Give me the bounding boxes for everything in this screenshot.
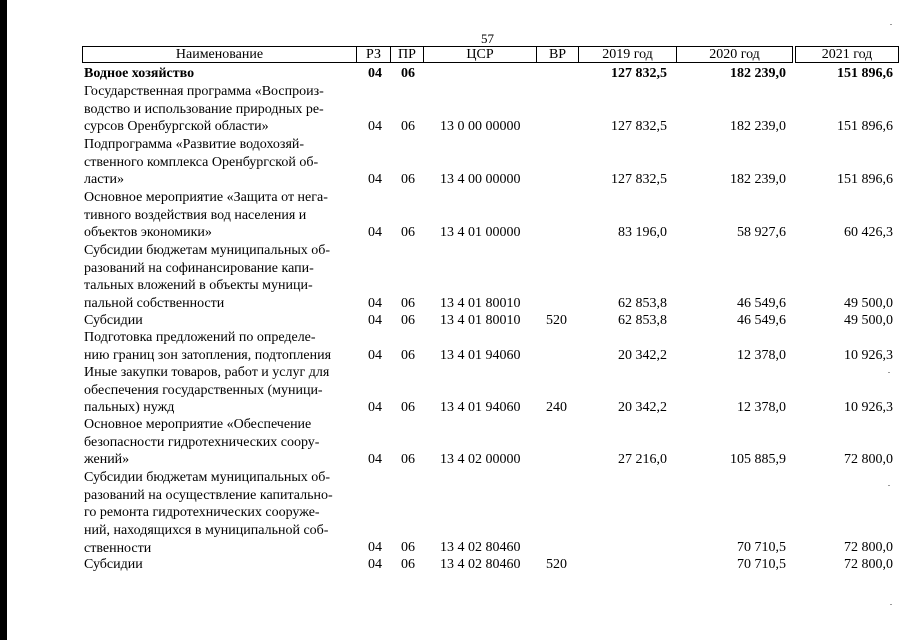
row-name: Основное мероприятие «Обеспечение безопасности гидротехнических соору- жений» xyxy=(84,417,320,468)
row-rz: 04 xyxy=(368,66,382,81)
row-2021: 60 426,3 xyxy=(844,225,893,240)
row-2021: 151 896,6 xyxy=(837,119,893,134)
row-2021: 72 800,0 xyxy=(844,452,893,467)
row-name: Субсидии бюджетам муниципальных об- разований на софинансирование капи- тальных вложений в объекты муници- пальной собственности xyxy=(84,243,331,312)
row-2019: 127 832,5 xyxy=(611,172,667,187)
row-2019: 62 853,8 xyxy=(618,313,667,328)
row-pr: 06 xyxy=(401,557,415,572)
row-csr: 13 4 02 80460 xyxy=(440,557,521,572)
row-name: Субсидии бюджетам муниципальных об- разований на осуществление капитально- го ремонта гидротехнических сооруже- ний, находящихся в муниципальной соб- ственности xyxy=(84,470,333,556)
row-name: Субсидии xyxy=(84,557,143,572)
header-name: Наименование xyxy=(82,46,357,63)
row-vr: 520 xyxy=(546,557,567,572)
row-name: Иные закупки товаров, работ и услуг для обеспечения государственных (муници- пальных) нужд xyxy=(84,365,330,416)
row-2019: 27 216,0 xyxy=(618,452,667,467)
row-2021: 10 926,3 xyxy=(844,348,893,363)
row-2020: 12 378,0 xyxy=(737,348,786,363)
row-2019: 62 853,8 xyxy=(618,296,667,311)
row-csr: 13 4 01 94060 xyxy=(440,348,521,363)
header-2020: 2020 год xyxy=(677,46,793,63)
row-rz: 04 xyxy=(368,296,382,311)
row-name: Водное хозяйство xyxy=(84,66,195,81)
row-2020: 105 885,9 xyxy=(730,452,786,467)
row-2020: 70 710,5 xyxy=(737,540,786,555)
row-rz: 04 xyxy=(368,452,382,467)
row-2021: 49 500,0 xyxy=(844,313,893,328)
row-2020: 46 549,6 xyxy=(737,313,786,328)
scan-speck xyxy=(890,604,892,605)
row-pr: 06 xyxy=(401,540,415,555)
row-2020: 182 239,0 xyxy=(730,119,786,134)
row-csr: 13 4 01 80010 xyxy=(440,296,521,311)
row-2019: 127 832,5 xyxy=(611,66,667,81)
row-2021: 72 800,0 xyxy=(844,557,893,572)
row-2019: 20 342,2 xyxy=(618,400,667,415)
header-pr: ПР xyxy=(391,46,424,63)
header-2019: 2019 год xyxy=(579,46,677,63)
row-2021: 10 926,3 xyxy=(844,400,893,415)
row-2019: 127 832,5 xyxy=(611,119,667,134)
row-csr: 13 4 02 80460 xyxy=(440,540,521,555)
row-2021: 49 500,0 xyxy=(844,296,893,311)
row-rz: 04 xyxy=(368,348,382,363)
scan-speck xyxy=(888,372,890,373)
row-csr: 13 4 01 00000 xyxy=(440,225,521,240)
row-name: Государственная программа «Воспроиз- водство и использование природных ре- сурсов Оренбургской области» xyxy=(84,84,324,135)
row-pr: 06 xyxy=(401,296,415,311)
header-csr: ЦСР xyxy=(424,46,537,63)
row-2021: 72 800,0 xyxy=(844,540,893,555)
row-pr: 06 xyxy=(401,313,415,328)
row-2020: 70 710,5 xyxy=(737,557,786,572)
row-csr: 13 4 00 00000 xyxy=(440,172,521,187)
row-pr: 06 xyxy=(401,400,415,415)
row-2020: 182 239,0 xyxy=(730,66,786,81)
scan-edge-bar xyxy=(0,0,7,640)
row-rz: 04 xyxy=(368,172,382,187)
scan-speck xyxy=(890,24,892,25)
row-csr: 13 4 02 00000 xyxy=(440,452,521,467)
row-pr: 06 xyxy=(401,119,415,134)
row-2021: 151 896,6 xyxy=(837,66,893,81)
row-rz: 04 xyxy=(368,119,382,134)
row-pr: 06 xyxy=(401,66,415,81)
row-vr: 520 xyxy=(546,313,567,328)
row-2020: 12 378,0 xyxy=(737,400,786,415)
row-name: Основное мероприятие «Защита от нега- тивного воздействия вод населения и объектов экономики» xyxy=(84,190,328,241)
row-csr: 13 0 00 00000 xyxy=(440,119,521,134)
header-vr: ВР xyxy=(537,46,579,63)
row-pr: 06 xyxy=(401,452,415,467)
header-rz: РЗ xyxy=(357,46,391,63)
row-2019: 20 342,2 xyxy=(618,348,667,363)
row-2020: 46 549,6 xyxy=(737,296,786,311)
row-name: Подпрограмма «Развитие водохозяй- ственного комплекса Оренбургской об- ласти» xyxy=(84,137,319,188)
row-pr: 06 xyxy=(401,225,415,240)
row-pr: 06 xyxy=(401,348,415,363)
row-csr: 13 4 01 94060 xyxy=(440,400,521,415)
row-2020: 182 239,0 xyxy=(730,172,786,187)
header-2021: 2021 год xyxy=(795,46,899,63)
row-name: Подготовка предложений по определе- нию границ зон затопления, подтопления xyxy=(84,330,332,363)
row-name: Субсидии xyxy=(84,313,143,328)
row-csr: 13 4 01 80010 xyxy=(440,313,521,328)
row-pr: 06 xyxy=(401,172,415,187)
row-rz: 04 xyxy=(368,557,382,572)
row-rz: 04 xyxy=(368,400,382,415)
row-vr: 240 xyxy=(546,400,567,415)
row-2020: 58 927,6 xyxy=(737,225,786,240)
row-rz: 04 xyxy=(368,313,382,328)
scan-speck xyxy=(888,485,890,486)
page-number: 57 xyxy=(481,31,494,46)
row-2021: 151 896,6 xyxy=(837,172,893,187)
row-rz: 04 xyxy=(368,540,382,555)
row-rz: 04 xyxy=(368,225,382,240)
row-2019: 83 196,0 xyxy=(618,225,667,240)
